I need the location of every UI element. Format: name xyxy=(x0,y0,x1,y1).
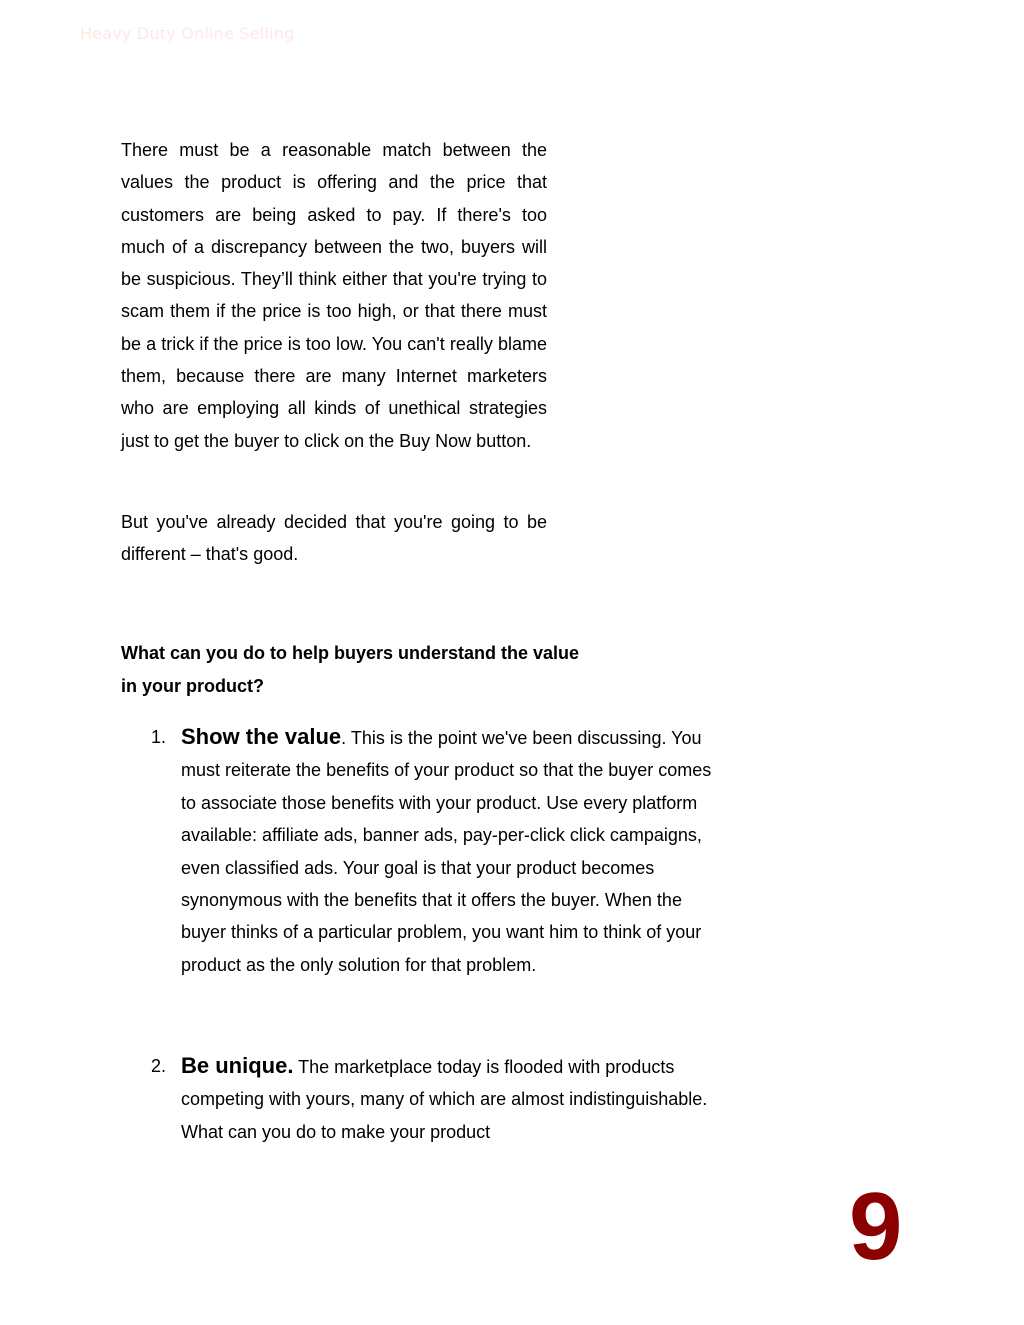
paragraph-text: There must be a reasonable match between the values the product is offering and the price that customers are being asked to pay. If there's too much of a discrepancy between the two, buyers will be suspicious. They’ll think either that you're trying to scam them if the price is too high, or that there must be a trick if the price is too low. You can't really blame them, because there are many Internet marketers who are employing all kinds of unethical strategies just to get the buyer to click on the Buy Now button. xyxy=(121,140,547,451)
page-number: 9 xyxy=(849,1173,903,1280)
list-item-lead: Be unique. xyxy=(181,1053,294,1078)
section-heading: What can you do to help buyers understand the value in your product? xyxy=(121,643,580,696)
list-item-number: 1. xyxy=(151,727,167,747)
list-item-text: The marketplace today is flooded with products competing with yours, many of which are almost indistinguishable. What can you do to make your product xyxy=(181,1057,708,1142)
running-header: Heavy Duty Online Selling xyxy=(80,24,295,43)
list-item-body xyxy=(181,1050,731,1148)
list-item-number: 2. xyxy=(151,1056,167,1076)
list-item-body xyxy=(181,721,731,981)
paragraph-be-different xyxy=(121,506,547,571)
list-item-punct: . xyxy=(341,728,347,748)
paragraph-text: But you've already decided that you're going to be different – that's good. xyxy=(121,512,547,565)
paragraph-pricing-match xyxy=(121,134,547,457)
list-item-lead: Show the value xyxy=(181,724,342,749)
list-item-text: This is the point we've been discussing. You must reiterate the benefits of your product so that the buyer comes to associate those benefits with your product. Use every platform available: affiliate ads, banner ads, pay-per-click click campaigns, even classified ads. Your goal is that your product becomes synonymous with the benefits that it offers the buyer. When the buyer thinks of a particular problem, you want him to think of your product as the only solution for that problem. xyxy=(181,728,712,975)
